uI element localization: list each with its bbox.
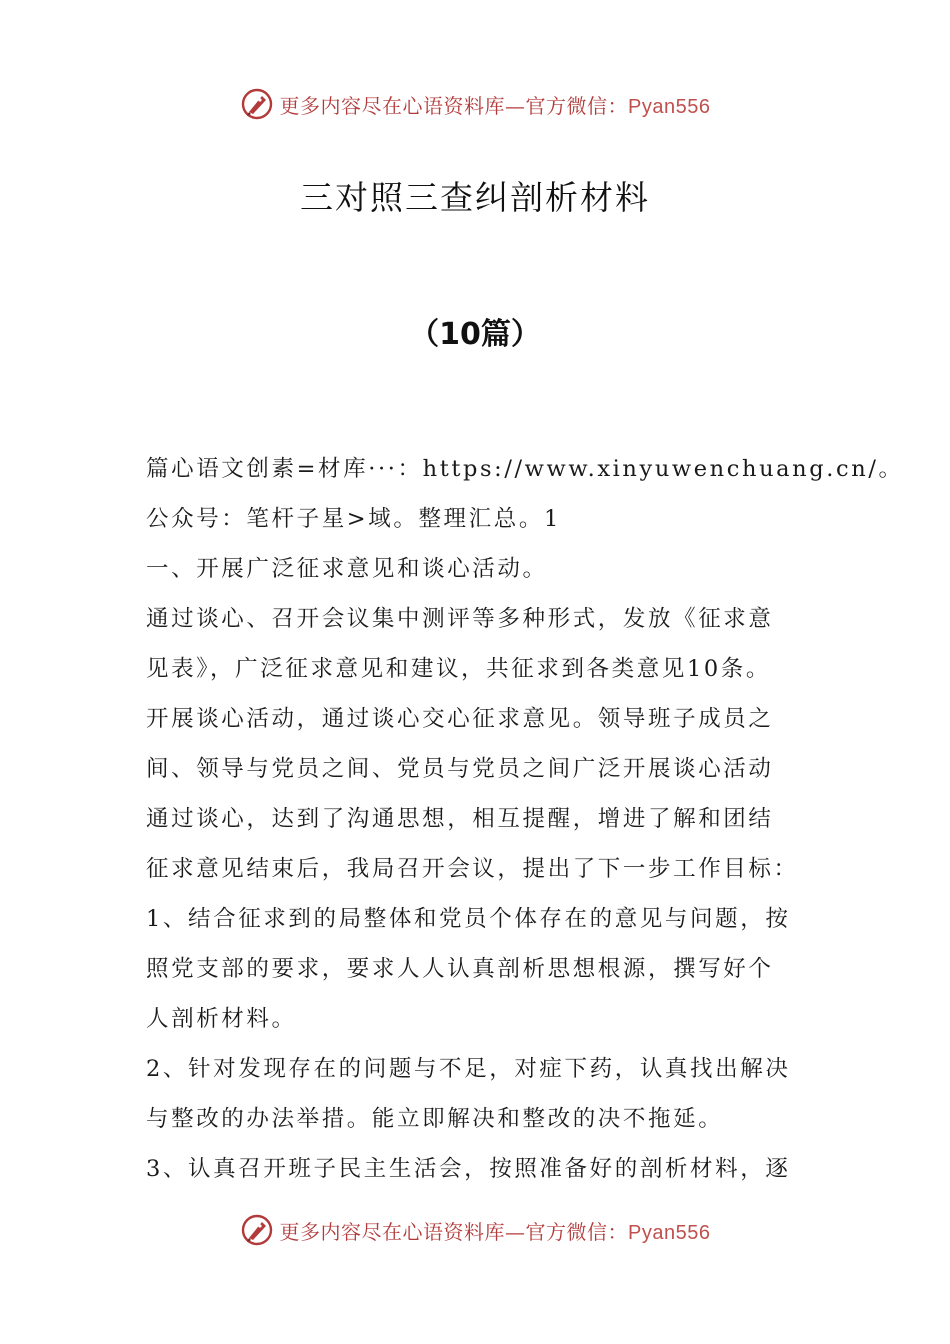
body-line: 一、开展广泛征求意见和谈心活动。 bbox=[146, 556, 548, 582]
body-line: 照党支部的要求，要求人人认真剖析思想根源，撰写好个 bbox=[146, 956, 774, 982]
header-watermark-banner bbox=[0, 84, 950, 124]
document-subtitle: （10篇） bbox=[409, 317, 541, 352]
body-line: 与整改的办法举措。能立即解决和整改的决不拖延。 bbox=[146, 1106, 724, 1132]
pen-nib-logo-icon bbox=[240, 1213, 274, 1247]
footer-watermark-banner bbox=[0, 1210, 950, 1250]
wechat-id: Pyan556 bbox=[628, 95, 711, 118]
body-line: 通过谈心、召开会议集中测评等多种形式，发放《征求意 bbox=[146, 606, 774, 632]
body-line: 开展谈心活动，通过谈心交心征求意见。领导班子成员之 bbox=[146, 706, 774, 732]
body-line: 通过谈心，达到了沟通思想，相互提醒，增进了解和团结 bbox=[146, 806, 774, 832]
body-line: 篇心语文创素=材库···：https://www.xinyuwenchuang.cn/。 bbox=[146, 456, 904, 482]
body-line: 1、结合征求到的局整体和党员个体存在的意见与问题，按 bbox=[146, 906, 791, 932]
banner-text: 更多内容尽在心语资料库—官方微信：Pyan556 bbox=[279, 1219, 711, 1244]
body-line: 3、认真召开班子民主生活会，按照准备好的剖析材料，逐 bbox=[146, 1156, 791, 1182]
document-body bbox=[146, 444, 904, 1194]
document-title: 三对照三查纠剖析材料 bbox=[300, 178, 650, 217]
wechat-id: Pyan556 bbox=[628, 1221, 711, 1244]
body-line: 公众号：笔杆子星>域。整理汇总。1 bbox=[146, 506, 561, 532]
pen-nib-logo-icon bbox=[240, 87, 274, 121]
body-line: 人剖析材料。 bbox=[146, 1006, 297, 1032]
body-line: 见表》，广泛征求意见和建议，共征求到各类意见10条。 bbox=[146, 656, 771, 682]
body-line: 征求意见结束后，我局召开会议，提出了下一步工作目标： bbox=[146, 856, 799, 882]
banner-text: 更多内容尽在心语资料库—官方微信：Pyan556 bbox=[279, 93, 711, 118]
body-line: 间、领导与党员之间、党员与党员之间广泛开展谈心活动 bbox=[146, 756, 774, 782]
body-line: 2、针对发现存在的问题与不足，对症下药，认真找出解决 bbox=[146, 1056, 791, 1082]
